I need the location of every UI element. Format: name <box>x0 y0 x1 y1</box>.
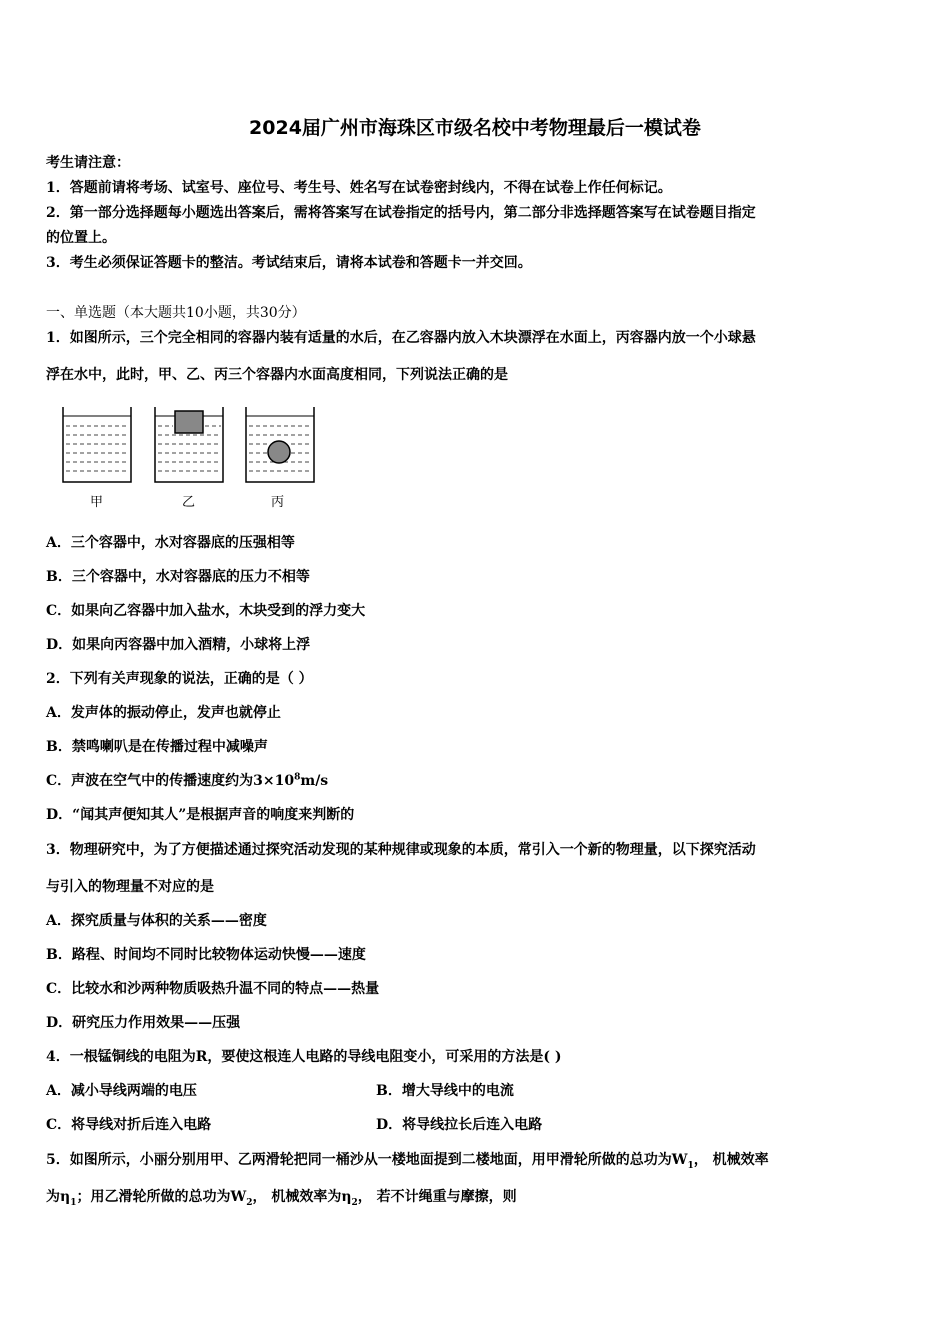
q2-option-c-exponent: 8 <box>294 772 301 783</box>
q5-stem2a: 为η <box>46 1189 71 1205</box>
q3-option-c[interactable]: C．比较水和沙两种物质吸热升温不同的特点——热量 <box>46 981 380 997</box>
notice-item: 1．答题前请将考场、试室号、座位号、考生号、姓名写在试卷密封线内，不得在试卷上作任何标记。 <box>46 180 672 196</box>
q2-option-a[interactable]: A．发声体的振动停止，发声也就停止 <box>46 705 281 721</box>
q3-option-d[interactable]: D．研究压力作用效果——压强 <box>46 1015 241 1031</box>
q2-option-c[interactable] <box>46 770 328 790</box>
q5-sub-eta2: 2 <box>351 1197 358 1208</box>
container-bing <box>246 407 314 482</box>
q5-stem2c: ， 机械效率为η <box>252 1189 352 1205</box>
wood-block <box>175 411 203 433</box>
q4-option-a[interactable]: A．减小导线两端的电压 <box>46 1083 197 1099</box>
page-title: 2024届广州市海珠区市级名校中考物理最后一模试卷 <box>249 117 701 139</box>
q2-stem: 2．下列有关声现象的说法，正确的是（ ） <box>46 671 313 687</box>
q3-option-a[interactable]: A．探究质量与体积的关系——密度 <box>46 913 267 929</box>
q5-stem2d: ， 若不计绳重与摩擦，则 <box>357 1189 517 1205</box>
q1-option-c[interactable]: C．如果向乙容器中加入盐水，木块受到的浮力变大 <box>46 603 366 619</box>
q5-stem1b: ， 机械效率 <box>693 1152 769 1168</box>
q4-option-c[interactable]: C．将导线对折后连入电路 <box>46 1117 212 1133</box>
q2-option-c-unit: m/s <box>300 773 329 789</box>
section-heading: 一、单选题（本大题共10小题，共30分） <box>46 305 306 321</box>
label-jia: 甲 <box>90 495 104 510</box>
q5-sub-w2: 2 <box>246 1197 253 1208</box>
container-yi <box>155 407 223 482</box>
label-yi: 乙 <box>182 495 196 510</box>
q4-option-d[interactable]: D．将导线拉长后连入电路 <box>376 1117 543 1133</box>
q1-option-a[interactable]: A．三个容器中，水对容器底的压强相等 <box>46 535 295 551</box>
notice-item: 的位置上。 <box>46 230 116 246</box>
q1-containers-figure <box>55 402 315 514</box>
q2-option-d[interactable]: D．“闻其声便知其人”是根据声音的响度来判断的 <box>46 807 355 823</box>
q5-stem-line1 <box>46 1149 769 1171</box>
q5-stem2b: ；用乙滑轮所做的总功为W <box>76 1189 247 1205</box>
q5-stem-line2 <box>46 1186 517 1208</box>
small-ball <box>268 441 290 463</box>
q1-option-b[interactable]: B．三个容器中，水对容器底的压力不相等 <box>46 569 310 585</box>
q2-option-c-text: C．声波在空气中的传播速度约为3×10 <box>46 773 295 789</box>
label-bing: 丙 <box>271 495 285 510</box>
q1-stem-line2: 浮在水中，此时，甲、乙、丙三个容器内水面高度相同，下列说法正确的是 <box>46 367 508 383</box>
q4-option-b[interactable]: B．增大导线中的电流 <box>376 1083 514 1099</box>
container-jia <box>63 407 131 482</box>
notice-item: 3．考生必须保证答题卡的整洁。考试结束后，请将本试卷和答题卡一并交回。 <box>46 255 532 271</box>
q3-option-b[interactable]: B．路程、时间均不同时比较物体运动快慢——速度 <box>46 947 366 963</box>
q1-stem-line1: 1．如图所示，三个完全相同的容器内装有适量的水后，在乙容器内放入木块漂浮在水面上，丙容器内放一个小球悬 <box>46 330 756 346</box>
q4-stem: 4．一根锰铜线的电阻为R，要使这根连人电路的导线电阻变小，可采用的方法是( ) <box>46 1049 562 1065</box>
notice-heading: 考生请注意： <box>46 155 130 171</box>
q1-option-d[interactable]: D．如果向丙容器中加入酒精，小球将上浮 <box>46 637 311 653</box>
q5-sub-w1: 1 <box>687 1160 694 1171</box>
q2-option-b[interactable]: B．禁鸣喇叭是在传播过程中减噪声 <box>46 739 268 755</box>
q3-stem-line2: 与引入的物理量不对应的是 <box>46 879 214 895</box>
q5-sub-eta1: 1 <box>70 1197 77 1208</box>
q5-stem1a: 5．如图所示，小丽分别用甲、乙两滑轮把同一桶沙从一楼地面提到二楼地面，用甲滑轮所做的总功为W <box>46 1152 688 1168</box>
q3-stem-line1: 3．物理研究中，为了方便描述通过探究活动发现的某种规律或现象的本质，常引入一个新的物理量，以下探究活动 <box>46 842 756 858</box>
notice-item: 2．第一部分选择题每小题选出答案后，需将答案写在试卷指定的括号内，第二部分非选择题答案写在试卷题目指定 <box>46 205 756 221</box>
